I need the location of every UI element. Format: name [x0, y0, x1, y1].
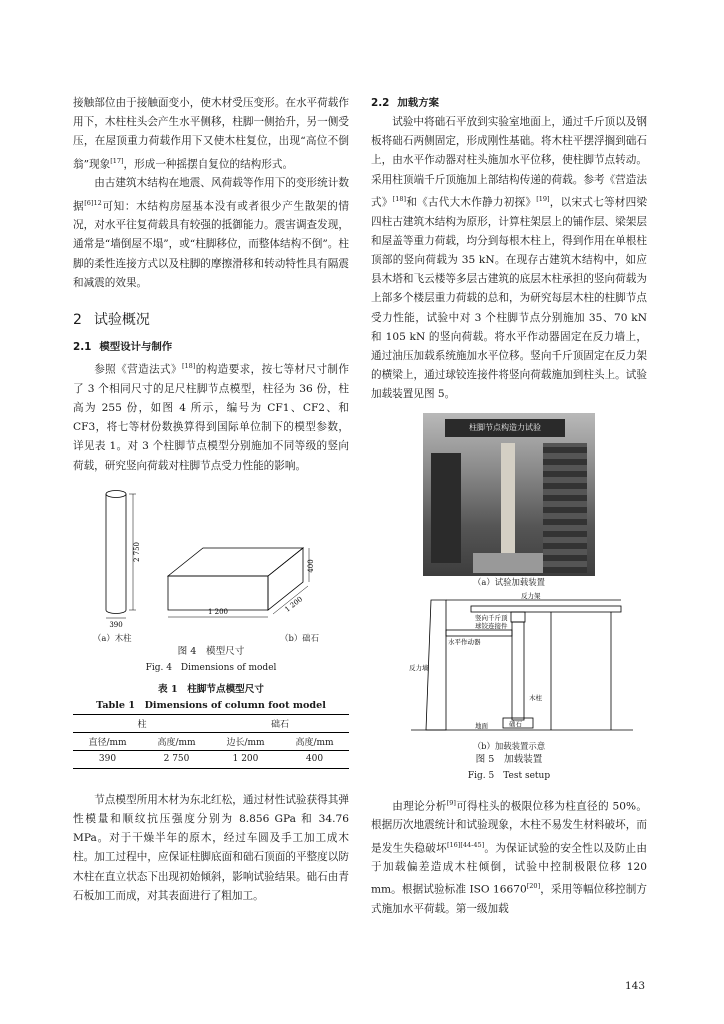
figure-4-caption-en: Fig. 4 Dimensions of model	[145, 662, 277, 673]
right-column	[371, 94, 647, 919]
dim-column-height: 2 750	[133, 541, 141, 562]
figure-4-caption-cn: 图 4 模型尺寸	[177, 645, 245, 657]
paragraph-6: 由理论分析[9]可得柱头的极限位移为柱直径的 50%。根据历次地震统计和试验现象，木柱不易发生材料破坏，而是发生失稳破坏[16][44-45]。为保证试验的安全性以及防止由于加载偏差造成木柱倾倒，试验中控制极限位移 120 mm。根据试验标准 ISO 16670[20]，采用等幅位移控制方式施加水平荷载。第一级加载	[371, 798, 648, 916]
page-number: 143	[625, 980, 646, 992]
table-1-grid	[73, 714, 349, 769]
figure-5a-label: （a）试验加载装置	[473, 576, 545, 587]
left-column	[73, 94, 349, 906]
table-1-caption-cn: 表 1 柱脚节点模型尺寸	[158, 683, 264, 695]
section-2-2-heading: 2.2 加载方案	[371, 97, 439, 109]
table-cell: 390	[98, 754, 117, 765]
table-1	[73, 682, 349, 769]
figure-4-drawing	[73, 486, 349, 628]
paragraph-3: 参照《营造法式》[18]的构造要求，按七等材尺寸制作了 3 个相同尺寸的足尺柱脚节点模型，柱径为 36 份，柱高为 255 份，如图 4 所示，编号为 CF1、CF2、和 CF3，将七等材份数换算得到国际单位制下的模型参数，详见表 1。对 3 个柱脚节点模型分别施加不同等级的竖向荷载，研究竖向荷载对柱脚节点受力性能的影响。	[73, 362, 350, 472]
dim-column-diameter: 390	[109, 620, 123, 628]
table-header: 高度/mm	[157, 737, 196, 748]
figure-5	[371, 413, 647, 784]
lbl-jack: 竖向千斤顶	[475, 613, 508, 622]
figure-5-caption-cn: 图 5 加载装置	[475, 753, 543, 765]
section-2-1-heading: 2.1 模型设计与制作	[73, 341, 173, 354]
lbl-stone: 础石	[509, 719, 522, 728]
lbl-actuator: 水平作动器	[448, 637, 481, 646]
figure-5a-photo	[423, 413, 595, 576]
table-cell: 400	[305, 754, 324, 765]
table-cell: 1 200	[232, 754, 259, 765]
table-row	[73, 750, 349, 768]
figure-4a-label: （a）木柱	[93, 632, 132, 643]
photo-banner: 柱脚节点构造力试验	[445, 419, 565, 437]
table-1-caption-en: Table 1 Dimensions of column foot model	[96, 699, 326, 711]
paragraph-2: 由古建筑木结构在地震、风荷载等作用下的变形统计数据$^{[6]12}$可知：木结构房屋基本没有或者很少产生散架的情况，对水平往复荷载具有较强的抵御能力。震害调查发现，通常是“墙倒屋不塌”，或“柱脚移位，而整体结构不倒”。柱脚的柔性连接方式以及柱脚的摩擦滑移和转动特性具有隔震和减震的效果。	[73, 177, 350, 289]
lbl-ground: 地面	[475, 721, 488, 730]
lbl-frame: 反力架	[521, 591, 541, 600]
dim-stone-depth: 1 200	[283, 594, 305, 614]
lbl-column: 木柱	[529, 693, 542, 702]
figure-5b-schematic	[371, 590, 647, 740]
table-header-group: 柱	[73, 714, 211, 732]
figure-5-caption-en: Fig. 5 Test setup	[467, 770, 551, 781]
table-header-group: 础石	[211, 714, 349, 732]
dim-stone-height: 400	[307, 559, 315, 573]
lbl-wall: 反力墙	[409, 663, 429, 672]
table-header: 高度/mm	[295, 737, 334, 748]
lbl-ball: 球铰连接件	[475, 621, 508, 630]
paragraph-1: 接触部位由于接触面变小，使木材受压变形。在水平荷载作用下，木柱柱头会产生水平侧移，柱脚一侧抬升，另一侧受压，在屋顶重力荷载作用下又使木柱复位，出现“高位不倒翁”现象[17]，形成一种摇摆自复位的结构形式。	[73, 97, 349, 171]
table-header: 边长/mm	[226, 737, 265, 748]
table-cell: 2 750	[163, 754, 190, 765]
figure-4	[73, 486, 349, 676]
table-header: 直径/mm	[88, 737, 127, 748]
section-2-heading: 2 试验概况	[73, 312, 150, 329]
figure-5b-label: （b）加载装置示意	[472, 740, 546, 751]
paragraph-5: 试验中将础石平放到实验室地面上，通过千斤顶以及钢板将础石两侧固定，形成刚性基础。将木柱平摆浮搁到础石上，由水平作动器对柱头施加水平位移，使柱脚节点转动。采用柱顶端千斤顶施加上部结构传递的荷载。参考《营造法式》[18]和《古代大木作静力初探》[19]，以宋式七等材四梁四柱古建筑木结构为原形，计算柱架层上的铺作层、梁架层和屋盖等重力荷载，均分到每根木柱上，得到作用在单根柱顶部的竖向荷载为 35 kN。在现存古建筑木结构中，如应县木塔和飞云楼等多层古建筑的底层木柱承担的竖向荷载为上部多个楼层重力荷载的总和，为研究每层木柱的柱脚节点受力性能，试验中对 3 个柱脚节点分别施加 35、70 kN 和 105 kN 的竖向荷载。将水平作动器固定在反力墙上，通过油压加载系统施加水平位移。竖向千斤顶固定在反力架的横梁上，通过球铰连接件将竖向荷载施加到柱头上。试验加载装置见图 5。	[371, 116, 648, 401]
figure-4b-label: （b）础石	[280, 632, 319, 643]
paragraph-4: 节点模型所用木材为东北红松，通过材性试验获得其弹性模量和顺纹抗压强度分别为 8.856 GPa 和 34.76 MPa。对于干燥半年的原木，经过车圆及手工加工成木柱。加工过程中，应保证柱脚底面和础石顶面的平整度以防木柱在直立状态下出现初始倾斜，影响试验结果。础石由青石板加工而成，对其表面进行了粗加工。	[73, 793, 349, 902]
dim-stone-width: 1 200	[207, 607, 229, 616]
